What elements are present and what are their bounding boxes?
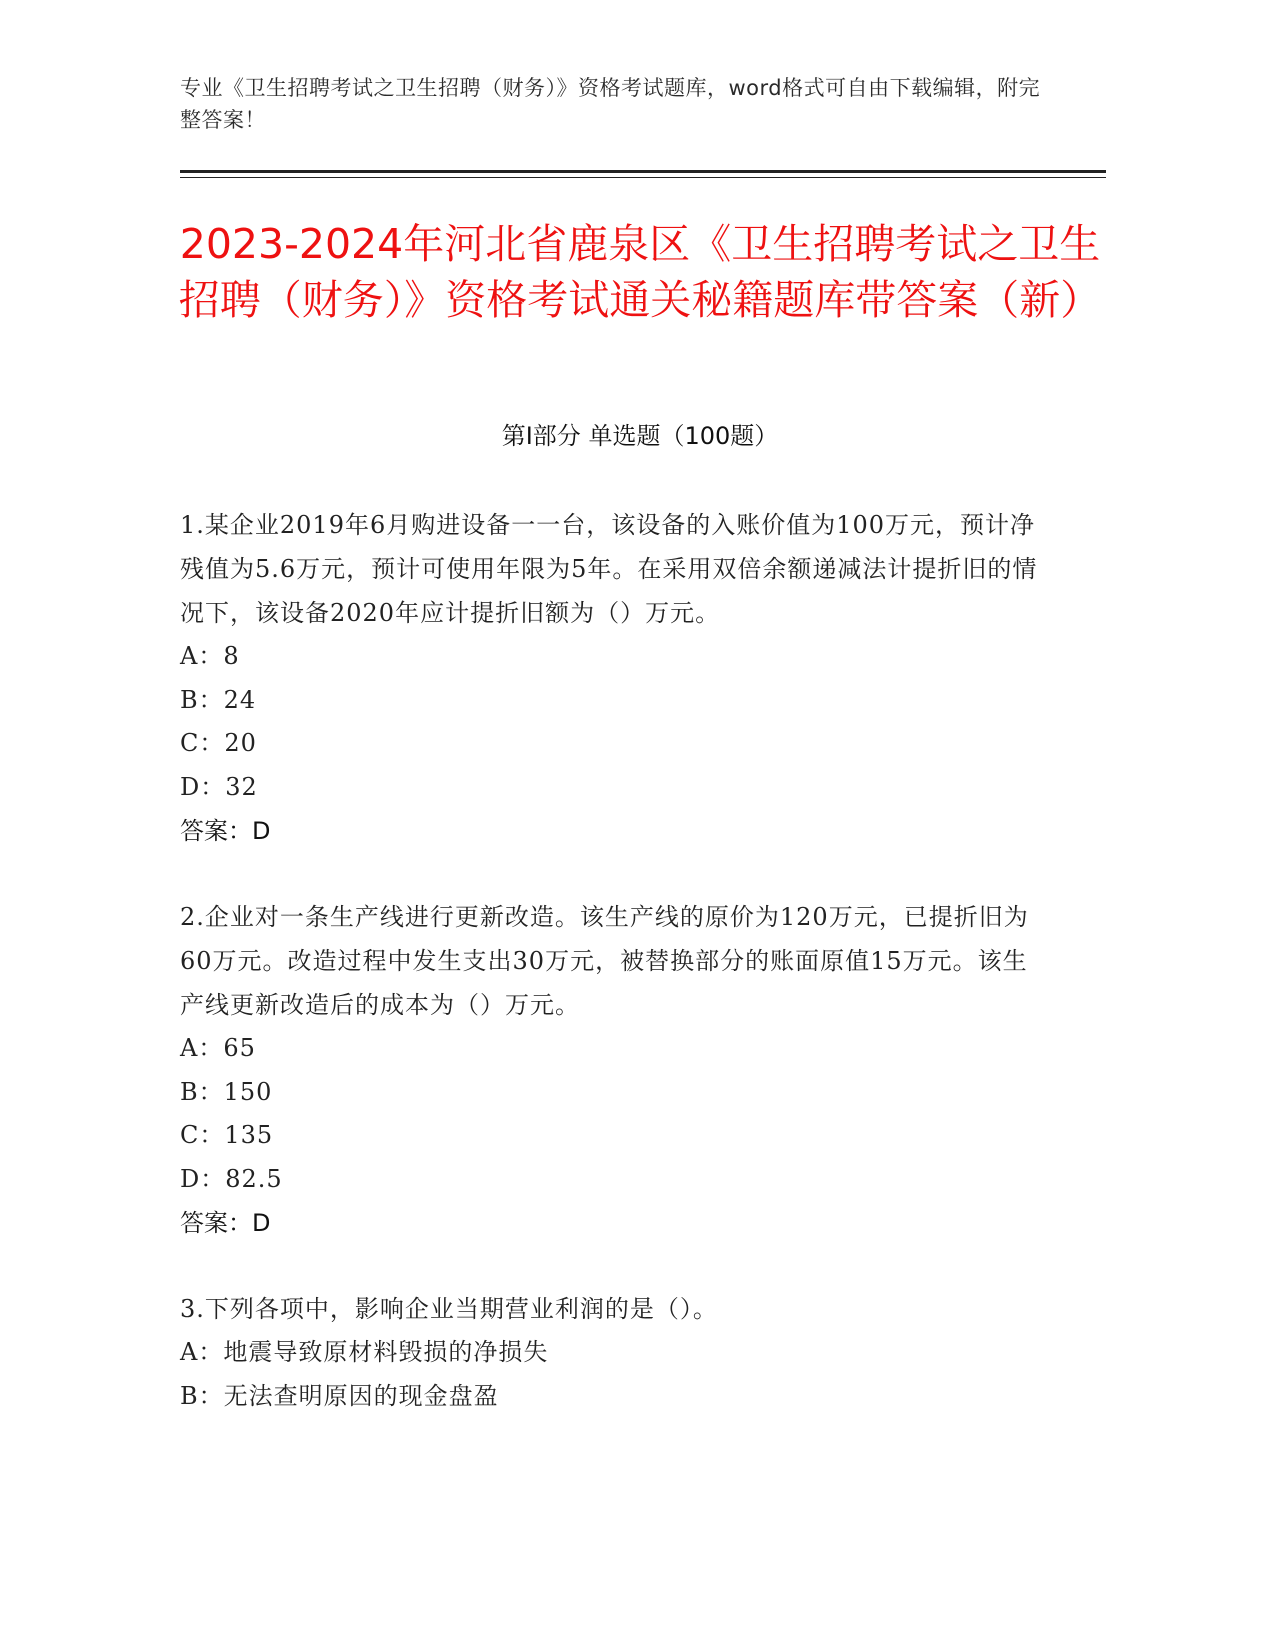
option-c: C：20 <box>180 729 257 757</box>
question-text: 1.某企业2019年6月购进设备一一台，该设备的入账价值为100万元，预计净残值为5.6万元，预计可使用年限为5年。在采用双倍余额递减法计提折旧的情况下，该设备2020年应计提折旧额为（）万元。 <box>180 511 1038 627</box>
answer: 答案：D <box>180 817 271 845</box>
option-c: C：135 <box>180 1121 274 1149</box>
answer: 答案：D <box>180 1209 271 1237</box>
header-rule-thin <box>180 177 1106 178</box>
option-b: B：150 <box>180 1077 273 1106</box>
header-rule-thick <box>180 170 1106 173</box>
question-3 <box>180 1287 1040 1418</box>
question-1 <box>180 503 1040 853</box>
option-b: B：无法查明原因的现金盘盈 <box>180 1381 499 1410</box>
header-note: 专业《卫生招聘考试之卫生招聘（财务）》资格考试题库，word格式可自由下载编辑，附完整答案！ <box>180 76 1041 132</box>
option-d: D：82.5 <box>180 1164 283 1193</box>
option-b: B：24 <box>180 685 257 714</box>
question-2 <box>180 895 1040 1245</box>
question-text: 2.企业对一条生产线进行更新改造。该生产线的原价为120万元，已提折旧为60万元。改造过程中发生支出30万元，被替换部分的账面原值15万元。该生产线更新改造后的成本为（）万元。 <box>180 903 1029 1019</box>
question-text: 3.下列各项中，影响企业当期营业利润的是（）。 <box>180 1295 718 1323</box>
section-title: 第Ⅰ部分 单选题（100题） <box>501 422 779 450</box>
document-title: 2023-2024年河北省鹿泉区《卫生招聘考试之卫生招聘（财务）》资格考试通关秘籍题库带答案（新） <box>178 220 1102 324</box>
option-a: A：8 <box>180 642 240 670</box>
option-a: A：地震导致原材料毁损的净损失 <box>180 1338 549 1366</box>
option-d: D：32 <box>180 772 258 801</box>
option-a: A：65 <box>180 1034 256 1062</box>
